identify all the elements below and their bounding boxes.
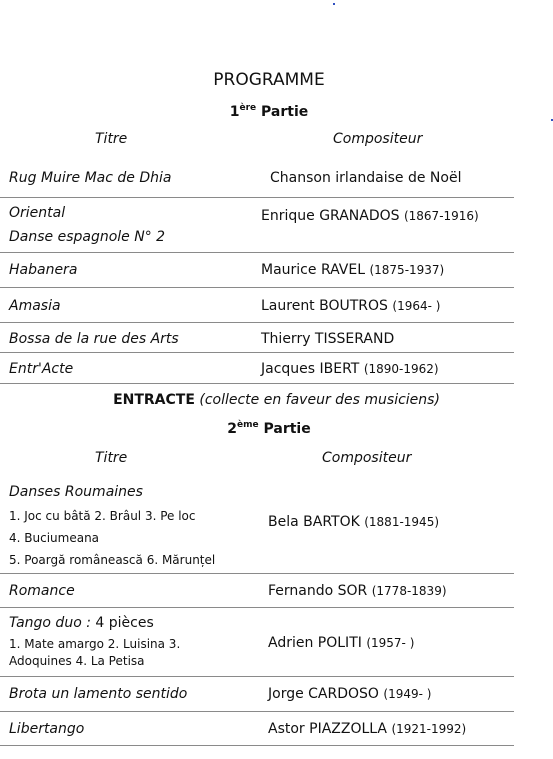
piece-title: Rug Muire Mac de Dhia <box>9 170 172 186</box>
part2-col-title: Titre <box>95 450 128 466</box>
part2-ordinal: ème <box>237 420 259 430</box>
row-divider <box>0 745 514 746</box>
row-divider <box>0 676 514 677</box>
composer-years: (1875-1937) <box>369 263 445 277</box>
composer-name: Bela BARTOK <box>268 514 360 530</box>
part1-heading <box>0 103 538 120</box>
composer-cell <box>268 510 439 534</box>
part2-word: Partie <box>263 421 311 437</box>
composer-name: Maurice RAVEL <box>261 262 366 278</box>
row-divider <box>0 287 514 288</box>
piece-title: Oriental <box>9 205 66 221</box>
piece-title: Brota un lamento sentido <box>9 686 188 702</box>
composer-cell <box>268 717 466 741</box>
piece-title: Bossa de la rue des Arts <box>9 331 179 347</box>
composer-cell <box>261 258 444 282</box>
piece-title <box>9 611 154 635</box>
row-divider <box>0 352 514 353</box>
composer-years: (1778-1839) <box>371 584 447 598</box>
composer-name: Astor PIAZZOLLA <box>268 721 387 737</box>
row-divider <box>0 711 514 712</box>
row-divider <box>0 322 514 323</box>
composer-years: (1921-1992) <box>391 722 467 736</box>
movement-list: 5. Poargă românească 6. Mărunțel <box>9 553 216 567</box>
movement-list: Adoquines 4. La Petisa <box>9 654 145 668</box>
row-divider <box>0 573 514 574</box>
composer-years: (1867-1916) <box>403 209 479 223</box>
movement-list: 1. Joc cu bâtă 2. Brâul 3. Pe loc <box>9 509 196 523</box>
row-divider <box>0 252 514 253</box>
composer-years: (1964- ) <box>392 299 441 313</box>
composer-years: (1957- ) <box>366 636 415 650</box>
part2-heading <box>0 420 538 437</box>
piece-title-line2: Danse espagnole N° 2 <box>9 229 166 245</box>
composer-name: Laurent BOUTROS <box>261 298 388 314</box>
programme-heading: PROGRAMME <box>213 70 325 90</box>
part1-col-composer: Compositeur <box>333 131 423 147</box>
part1-number: 1 <box>229 104 240 120</box>
piece-title: Habanera <box>9 262 78 278</box>
composer-cell <box>261 204 479 228</box>
composer-name: Fernando SOR <box>268 583 368 599</box>
part1-ordinal: ère <box>239 103 257 113</box>
piece-title: Amasia <box>9 298 61 314</box>
composer-cell <box>261 294 440 318</box>
row-divider <box>0 607 514 608</box>
composer-cell <box>261 357 439 381</box>
composer-cell <box>268 682 431 706</box>
part1-word: Partie <box>261 104 309 120</box>
row-divider <box>0 197 514 198</box>
part2-number: 2 <box>227 421 238 437</box>
composer-cell <box>268 631 414 655</box>
composer-name: Chanson irlandaise de Noël <box>270 170 462 186</box>
composer-years: (1890-1962) <box>363 362 439 376</box>
row-divider <box>0 383 514 384</box>
entracte-label: ENTRACTE <box>113 392 195 408</box>
piece-title: Libertango <box>9 721 85 737</box>
piece-title: Danses Roumaines <box>9 484 143 500</box>
composer-name: Enrique GRANADOS <box>261 208 400 224</box>
composer-years: (1949- ) <box>383 687 432 701</box>
part1-col-title: Titre <box>95 131 128 147</box>
movement-list: 4. Buciumeana <box>9 531 100 545</box>
composer-name: Thierry TISSERAND <box>261 331 395 347</box>
part2-col-composer: Compositeur <box>322 450 412 466</box>
piece-title: Romance <box>9 583 75 599</box>
entracte-line <box>0 392 553 408</box>
entracte-note: (collecte en faveur des musiciens) <box>199 392 440 408</box>
piece-title: Entr'Acte <box>9 361 74 377</box>
piece-title-detail: 4 pièces <box>90 615 154 631</box>
composer-cell <box>268 579 447 603</box>
composer-name: Jorge CARDOSO <box>268 686 379 702</box>
composer-name: Adrien POLITI <box>268 635 362 651</box>
piece-title-main: Tango duo : <box>9 615 91 631</box>
composer-years: (1881-1945) <box>364 515 440 529</box>
stray-dot <box>333 3 335 5</box>
movement-list: 1. Mate amargo 2. Luisina 3. <box>9 637 181 651</box>
composer-name: Jacques IBERT <box>261 361 360 377</box>
